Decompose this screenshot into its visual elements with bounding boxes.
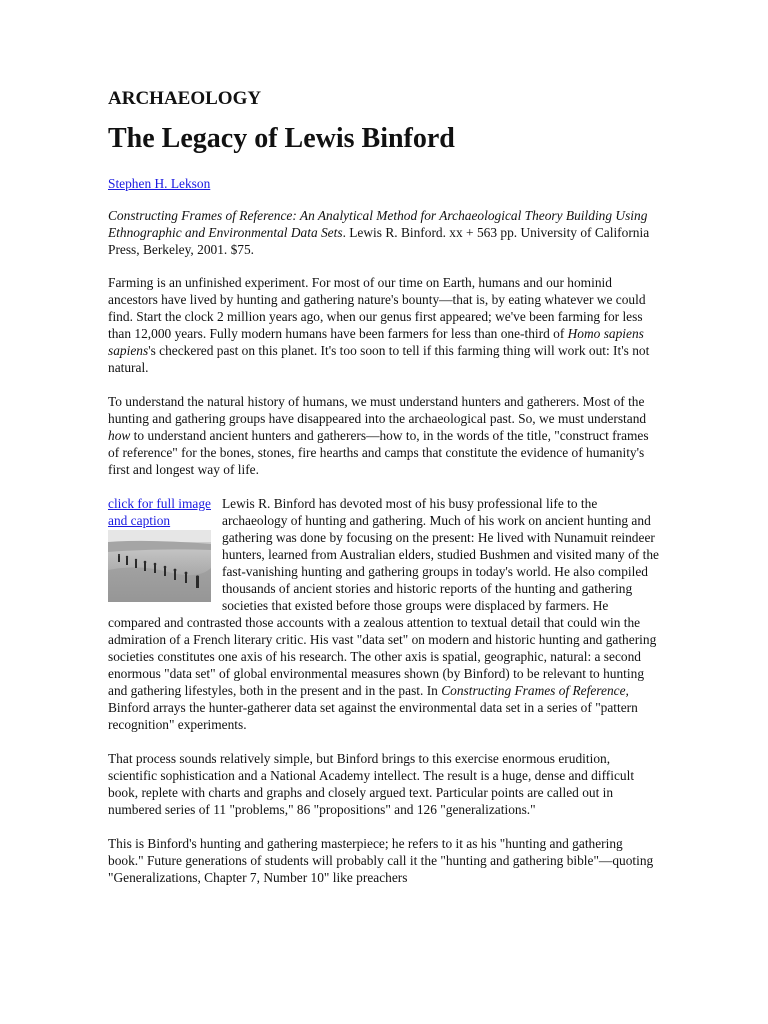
book-title: Constructing Frames of Reference: An Analytical Method for Archaeological Theory Building Using Ethnographic and Environmental Data Sets — [108, 208, 648, 240]
book-details: . Lewis R. Binford. xx + 563 pp. University of California Press, Berkeley, 2001. $75. — [108, 225, 650, 257]
figure-link[interactable]: click for full image and caption — [108, 496, 211, 528]
paragraph-3 — [108, 495, 660, 733]
article-title: The Legacy of Lewis Binford — [108, 123, 455, 154]
paragraph-3-italic: Constructing Frames of Reference, — [441, 683, 629, 698]
figure — [108, 495, 216, 602]
paragraph-2-text: To understand the natural history of humans, we must understand hunters and gatherers. Most of the hunting and gathering groups have disappeared into the archaeological past. So, we must understand — [108, 394, 647, 426]
paragraph-2-italic: how — [108, 428, 131, 443]
paragraph-1 — [108, 274, 660, 376]
paragraph-4: That process sounds relatively simple, but Binford brings to this exercise enormous erudition, scientific sophistication and a National Academy intellect. The result is a huge, dense and difficult book, replete with charts and graphs and closely argued text. Particular points are called out in numbered series of 11 "problems," 86 "propositions" and 126 "generalizations." — [108, 751, 635, 817]
paragraph-5: This is Binford's hunting and gathering masterpiece; he refers to it as his "hunting and gathering book." Future generations of students will probably call it the "hunting and gathering bible"—quoting "Generalizations, Chapter 7, Number 10" like preachers — [108, 836, 654, 885]
paragraph-3-text: Lewis R. Binford has devoted most of his busy professional life to the archaeology of hunting and gathering. Much of his work on ancient hunting and gathering was done by focusing on the present: He lived with Nunamuit reindeer hunters, learned from Australian elders, studied Bushmen and visited many of the fast-vanishing hunting and gathering groups in today's world. He also compiled thousands of ancient stories and historic reports of the hunting and gathering societies that existed before those groups were displaced by farmers. He compared and contrasted those accounts with a zealous attention to textual detail that could win the admiration of a French literary critic. His vast "data set" on modern and historic hunting and gathering societies constitutes one axis of his research. The other axis is spatial, geographic, natural: a second enormous "data set" of global environmental measures shown (by Binford) to be relevant to hunting and gathering lifestyles, both in the present and in the past. In — [108, 496, 659, 698]
paragraph-2-text-end: to understand ancient hunters and gatherers—how to, in the words of the title, "construct frames of reference" for the bones, stones, fire hearths and camps that constitute the evidence of humanity's first and longest way of life. — [108, 428, 649, 477]
paragraph-1-text-end: 's checkered past on this planet. It's too soon to tell if this farming thing will work out: It's not natural. — [108, 343, 650, 375]
paragraph-1-italic: Homo sapiens sapiens — [108, 326, 644, 358]
paragraph-3-text-end: Binford arrays the hunter-gatherer data set against the environmental data set in a series of "pattern recognition" experiments. — [108, 700, 638, 732]
book-citation — [108, 207, 660, 258]
hunters-wading-photo[interactable] — [108, 530, 211, 602]
section-heading: ARCHAEOLOGY — [108, 88, 262, 109]
article — [108, 88, 660, 903]
paragraph-2 — [108, 393, 660, 478]
paragraph-1-text: Farming is an unfinished experiment. For most of our time on Earth, humans and our hominid ancestors have lived by hunting and gathering nature's bounty—that is, by eating whatever we could find. Start the clock 2 million years ago, when our genus first appeared; we've been farming for less than 12,000 years. Fully modern humans have been farmers for less than one-third of — [108, 275, 646, 341]
author-link[interactable]: Stephen H. Lekson — [108, 176, 211, 191]
